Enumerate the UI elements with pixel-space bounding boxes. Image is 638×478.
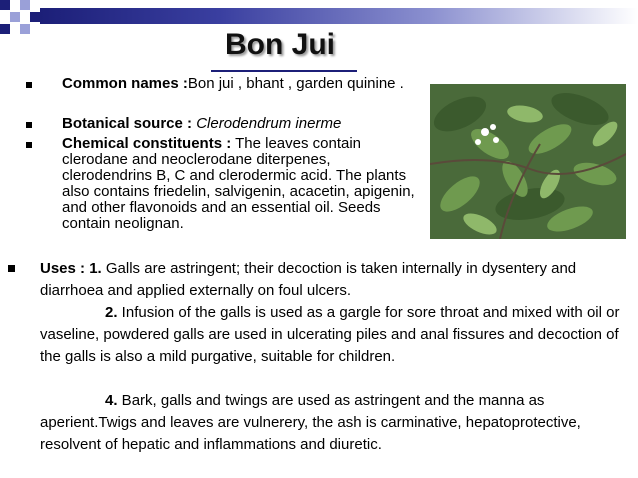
uses-paragraph-3 xyxy=(40,390,620,456)
bullet-marker xyxy=(26,82,32,88)
decor-square xyxy=(0,0,10,10)
uses-number: 4. xyxy=(105,392,118,409)
title-underline xyxy=(211,70,357,72)
uses-paragraph-1 xyxy=(40,258,620,302)
slide-title: Bon Jui xyxy=(225,28,335,61)
bullet-common-names xyxy=(62,76,422,92)
decor-square xyxy=(10,12,20,22)
uses-number: 1. xyxy=(89,260,102,277)
decor-square xyxy=(30,12,40,22)
uses-text: Galls are astringent; their decoction is taken internally in dysentery and diarrhoea and applied externally on foul ulcers. xyxy=(40,260,577,299)
header-gradient-bar xyxy=(40,8,638,24)
bullet-label: Botanical source : xyxy=(62,115,193,132)
plant-photo xyxy=(430,84,626,239)
uses-number: 2. xyxy=(105,304,118,321)
bullet-text: The leaves contain clerodane and neoclerodane diterpenes, clerodendrins B, C and clerodermic acid. The plants also contains friedelin, salvigenin, acacetin, apigenin, and other flavonoids and an essential oil. Seeds contain neolignan. xyxy=(62,135,415,232)
bullet-label: Common names : xyxy=(62,75,188,92)
bullet-botanical-source xyxy=(62,116,422,132)
decor-square xyxy=(20,0,30,10)
bullet-marker xyxy=(26,142,32,148)
bullet-chemical-constituents xyxy=(62,136,422,232)
uses-text: Bark, galls and twings are used as astringent and the manna as aperient.Twigs and leaves are vulnerery, the ash is carminative, hepatoprotective, resolvent of hepatic and inflammations and diuretic. xyxy=(40,392,581,453)
bullet-marker xyxy=(26,122,32,128)
bullet-marker xyxy=(8,265,15,272)
uses-paragraph-2 xyxy=(40,302,620,368)
bullet-text: Bon jui , bhant , garden quinine . xyxy=(187,75,404,92)
bullet-label: Chemical constituents : xyxy=(62,135,232,152)
bullet-text: Clerodendrum inerme xyxy=(196,115,342,132)
uses-label: Uses : xyxy=(40,260,86,277)
uses-text: Infusion of the galls is used as a gargle for sore throat and mixed with oil or vaseline, powdered galls are used in ulcerating piles and anal fissures and decoction of the galls is also a mild purgative, suitable for children. xyxy=(40,304,620,365)
